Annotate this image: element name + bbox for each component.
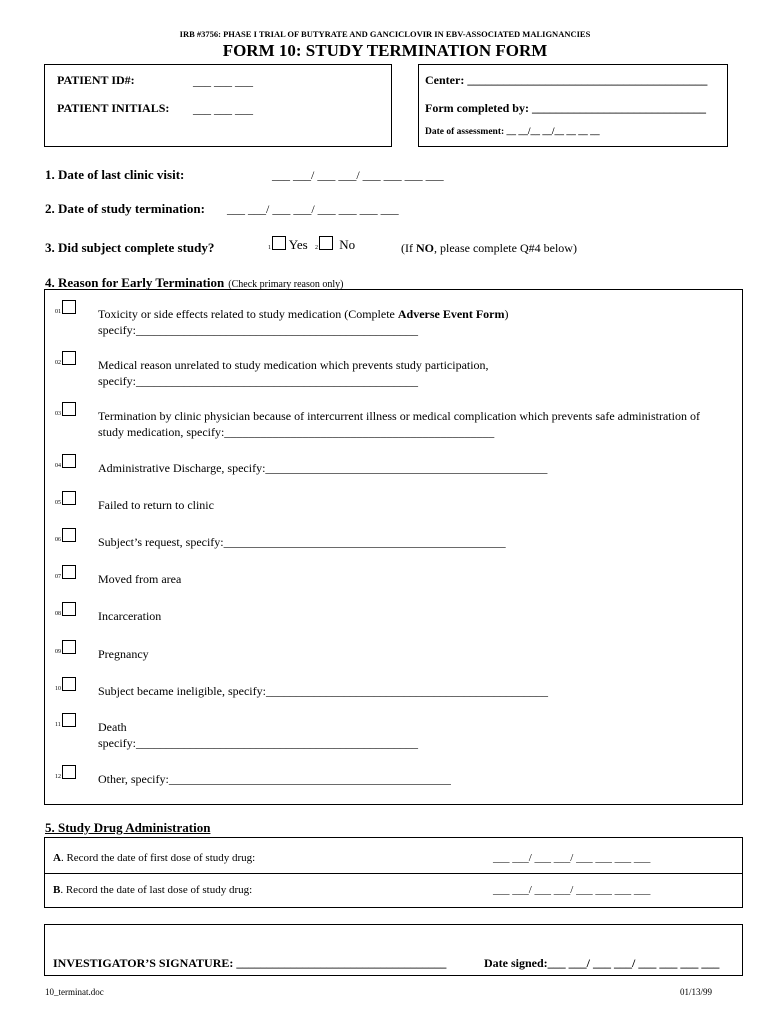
reason-line-1: [98, 646, 738, 662]
reason-text: [98, 771, 738, 787]
yes-label: Yes: [288, 237, 308, 252]
last-dose-letter: B: [53, 884, 61, 896]
reason-text: [98, 534, 738, 550]
reason-checkbox-group: [55, 300, 75, 320]
reason-text: [98, 408, 738, 440]
reason-label: Subject’s request, specify:_______________________________________________: [98, 535, 506, 549]
reason-specify-field[interactable]: specify:_______________________________________________: [98, 736, 418, 750]
reason-checkbox[interactable]: [62, 677, 76, 691]
q3-label: 3. Did subject complete study?: [45, 240, 215, 255]
reason-label: Subject became ineligible, specify:_______________________________________________: [98, 684, 548, 698]
signature-field[interactable]: ___________________________________: [236, 956, 447, 970]
center-field[interactable]: ________________________________________: [467, 73, 708, 87]
reason-line-1: [98, 683, 738, 699]
completed-by-field[interactable]: _____________________________: [531, 101, 706, 115]
no-code: 2: [314, 245, 318, 251]
q3-options: [268, 236, 355, 253]
reason-label-bold: Adverse Event Form: [397, 307, 505, 321]
completed-by-row: [425, 101, 706, 116]
reason-checkbox-group: [55, 454, 75, 474]
reason-line-1: [98, 534, 738, 550]
assessment-date-label: Date of assessment:: [425, 127, 505, 137]
last-dose-row: [53, 884, 252, 896]
reason-checkbox-group: [55, 491, 75, 511]
q4-label: 4. Reason for Early Termination: [45, 275, 225, 290]
form-title: FORM 10: STUDY TERMINATION FORM: [222, 41, 548, 60]
signature-label: INVESTIGATOR’S SIGNATURE:: [53, 956, 234, 970]
reason-code: 10: [55, 686, 61, 692]
reason-line-1: [98, 408, 738, 424]
footer-date: 01/13/99: [680, 987, 713, 997]
reason-code: 04: [55, 463, 61, 469]
reason-checkbox[interactable]: [62, 402, 76, 416]
reason-text: [98, 571, 738, 587]
reason-code: 11: [55, 722, 61, 728]
reason-checkbox[interactable]: [62, 300, 76, 314]
q3-note-bold: NO: [416, 241, 434, 255]
reason-code: 12: [55, 774, 61, 780]
reason-checkbox-group: [55, 640, 75, 660]
q1-date-field[interactable]: ___ ___/ ___ ___/ ___ ___ ___ ___: [272, 168, 444, 182]
patient-initials-field[interactable]: ___ ___ ___: [193, 102, 253, 116]
first-dose-letter: A: [53, 852, 61, 864]
reason-line-1: [98, 571, 738, 587]
q3-note-prefix: (If: [401, 241, 416, 255]
completed-by-label: Form completed by:: [425, 101, 529, 115]
reason-code: 09: [55, 649, 61, 655]
reason-label: Other, specify:_______________________________________________: [98, 772, 451, 786]
reason-line-1: [98, 306, 738, 322]
reason-checkbox[interactable]: [62, 351, 76, 365]
q2-label: 2. Date of study termination:: [45, 201, 205, 216]
reason-checkbox[interactable]: [62, 765, 76, 779]
reason-label: Failed to return to clinic: [98, 498, 214, 512]
assessment-date-field[interactable]: __ __/__ __/__ __ __ __: [506, 127, 600, 137]
center-label: [425, 73, 707, 88]
q4-sublabel: (Check primary reason only): [228, 279, 344, 290]
reason-line-1: [98, 719, 738, 735]
reason-text: [98, 497, 738, 513]
reason-checkbox-group: [55, 677, 75, 697]
reason-text: [98, 357, 738, 389]
footer-filename: 10_terminat.doc: [45, 987, 104, 997]
reason-label: Incarceration: [98, 609, 162, 623]
first-dose-text: . Record the date of first dose of study drug:: [60, 852, 256, 864]
reason-label: Death: [98, 720, 127, 734]
reason-checkbox[interactable]: [62, 491, 76, 505]
reason-text: [98, 306, 738, 338]
reason-line-1: [98, 497, 738, 513]
signature-row: [53, 956, 446, 971]
yes-code: 1: [268, 245, 271, 251]
reason-text: [98, 719, 738, 751]
reason-line-1: [98, 608, 738, 624]
reason-code: 06: [55, 537, 61, 543]
reason-label: Pregnancy: [98, 647, 149, 661]
last-dose-date-field[interactable]: ___ ___/ ___ ___/ ___ ___ ___ ___: [493, 884, 651, 896]
reason-label: Termination by clinic physician because of intercurrent illness or medical complication which prevents safe administration of: [98, 409, 700, 423]
reason-checkbox-group: [55, 602, 75, 622]
last-dose-text: . Record the date of last dose of study drug:: [60, 884, 253, 896]
reason-checkbox-group: [55, 351, 75, 371]
assessment-date-row: [425, 127, 600, 137]
q1-label: 1. Date of last clinic visit:: [45, 167, 185, 182]
reason-checkbox-group: [55, 402, 75, 422]
first-dose-row: [53, 852, 255, 864]
patient-initials-label: PATIENT INITIALS:: [57, 101, 170, 115]
q5-label: 5. Study Drug Administration: [45, 820, 211, 835]
irb-line: IRB #3756: PHASE I TRIAL OF BUTYRATE AND GANCICLOVIR IN EBV-ASSOCIATED MALIGNANCIES: [179, 29, 591, 39]
reason-code: 05: [55, 500, 61, 506]
reason-checkbox[interactable]: [62, 565, 76, 579]
patient-id-label: PATIENT ID#:: [57, 73, 135, 87]
no-label: No: [339, 237, 356, 252]
reason-specify-field[interactable]: study medication, specify:_____________________________________________: [98, 425, 495, 439]
reason-label: Medical reason unrelated to study medication which prevents study participation,: [98, 358, 489, 372]
reason-code: 02: [55, 360, 61, 366]
reason-code: 03: [55, 411, 61, 417]
reason-checkbox[interactable]: [62, 640, 76, 654]
date-signed-field[interactable]: ___ ___/ ___ ___/ ___ ___ ___ ___: [547, 956, 720, 970]
reason-line-1: [98, 771, 738, 787]
reason-code: 08: [55, 611, 61, 617]
reason-code: 07: [55, 574, 61, 580]
reason-code: 01: [55, 309, 61, 315]
reason-checkbox-group: [55, 765, 75, 785]
reason-checkbox-group: [55, 565, 75, 585]
drug-admin-divider: [44, 873, 743, 874]
reason-label-end: ): [504, 307, 509, 321]
date-signed-label: Date signed:: [484, 956, 548, 970]
reason-checkbox-group: [55, 528, 75, 548]
reason-label: Moved from area: [98, 572, 182, 586]
reason-line-1: [98, 460, 738, 476]
center-label-text: Center:: [425, 73, 465, 87]
reason-checkbox[interactable]: [62, 713, 76, 727]
q3-note: [401, 241, 577, 256]
q3-note-suffix: , please complete Q#4 below): [434, 241, 577, 255]
reason-text: [98, 608, 738, 624]
reason-text: [98, 460, 738, 476]
yes-checkbox[interactable]: [272, 236, 286, 250]
reason-label: Administrative Discharge, specify:_______________________________________________: [98, 461, 548, 475]
q2-date-field[interactable]: ___ ___/ ___ ___/ ___ ___ ___ ___: [227, 202, 399, 216]
reason-text: [98, 683, 738, 699]
reason-checkbox[interactable]: [62, 602, 76, 616]
reason-line-1: [98, 357, 738, 373]
no-checkbox[interactable]: [319, 236, 333, 250]
first-dose-date-field[interactable]: ___ ___/ ___ ___/ ___ ___ ___ ___: [493, 852, 651, 864]
reason-specify-field[interactable]: specify:_______________________________________________: [98, 323, 418, 337]
reason-checkbox[interactable]: [62, 528, 76, 542]
reason-specify-field[interactable]: specify:_______________________________________________: [98, 374, 418, 388]
patient-id-field[interactable]: ___ ___ ___: [193, 74, 253, 88]
date-signed-row: [484, 956, 719, 971]
reason-checkbox-group: [55, 713, 75, 733]
reason-text: [98, 646, 738, 662]
reason-label: Toxicity or side effects related to study medication (Complete: [98, 307, 398, 321]
reason-checkbox[interactable]: [62, 454, 76, 468]
